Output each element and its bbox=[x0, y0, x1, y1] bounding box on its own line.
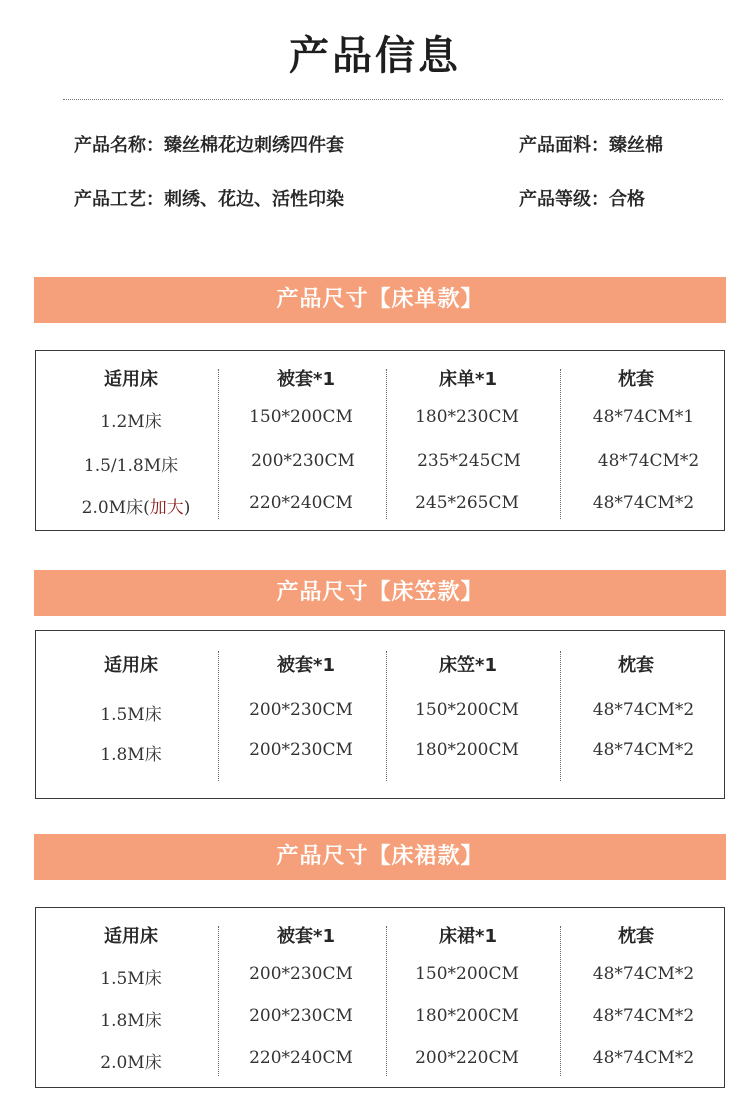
product-name: 产品名称：臻丝棉花边刺绣四件套 bbox=[74, 135, 344, 156]
cell-bed: 1.2M床 bbox=[100, 412, 162, 432]
cell-pillowcase: 48*74CM*2 bbox=[592, 964, 695, 984]
header-bed: 适用床 bbox=[104, 369, 158, 390]
header-fitted: 床笠*1 bbox=[439, 655, 497, 676]
header-pillowcase: 枕套 bbox=[618, 369, 654, 390]
header-pillowcase: 枕套 bbox=[618, 655, 654, 676]
product-fabric: 产品面料：臻丝棉 bbox=[519, 135, 663, 156]
column-divider bbox=[560, 369, 561, 519]
cell-bed: 2.0M床 bbox=[100, 1053, 162, 1073]
cell-bed: 1.5/1.8M床 bbox=[83, 456, 179, 476]
cell-skirt: 180*200CM bbox=[415, 1006, 519, 1026]
section-banner-fitted: 产品尺寸【床笠款】 bbox=[34, 570, 726, 616]
cell-fitted: 180*200CM bbox=[415, 740, 519, 760]
header-bed: 适用床 bbox=[104, 926, 158, 947]
column-divider bbox=[560, 651, 561, 781]
cell-duvet: 220*240CM bbox=[249, 493, 353, 513]
cell-bed bbox=[56, 493, 216, 518]
cell-duvet: 220*240CM bbox=[249, 1048, 353, 1068]
cell-duvet: 200*230CM bbox=[249, 740, 353, 760]
cell-pillowcase: 48*74CM*2 bbox=[592, 1006, 695, 1026]
title-divider bbox=[63, 99, 723, 100]
oversize-close: ) bbox=[183, 498, 191, 518]
column-divider bbox=[218, 926, 219, 1076]
cell-duvet: 150*200CM bbox=[249, 407, 353, 427]
column-divider bbox=[560, 926, 561, 1076]
cell-pillowcase: 48*74CM*2 bbox=[597, 451, 700, 471]
product-grade: 产品等级：合格 bbox=[519, 189, 645, 210]
size-table-fitted bbox=[35, 630, 725, 799]
header-duvet: 被套*1 bbox=[277, 655, 335, 676]
cell-pillowcase: 48*74CM*2 bbox=[592, 493, 695, 513]
cell-bed: 1.8M床 bbox=[100, 745, 162, 765]
cell-pillowcase: 48*74CM*2 bbox=[592, 700, 695, 720]
cell-bed: 1.8M床 bbox=[100, 1011, 162, 1031]
oversize-note: 加大 bbox=[149, 498, 184, 518]
size-table-skirt bbox=[35, 907, 725, 1088]
column-divider bbox=[386, 926, 387, 1076]
header-duvet: 被套*1 bbox=[277, 926, 335, 947]
size-table-sheet bbox=[35, 350, 725, 531]
column-divider bbox=[218, 651, 219, 781]
cell-fitted: 150*200CM bbox=[415, 700, 519, 720]
header-duvet: 被套*1 bbox=[277, 369, 335, 390]
cell-duvet: 200*230CM bbox=[249, 1006, 353, 1026]
cell-duvet: 200*230CM bbox=[249, 964, 353, 984]
header-bed: 适用床 bbox=[104, 655, 158, 676]
column-divider bbox=[218, 369, 219, 519]
cell-bed: 1.5M床 bbox=[100, 969, 162, 989]
section-banner-skirt: 产品尺寸【床裙款】 bbox=[34, 834, 726, 880]
header-pillowcase: 枕套 bbox=[618, 926, 654, 947]
cell-duvet: 200*230CM bbox=[249, 700, 353, 720]
header-sheet: 床单*1 bbox=[439, 369, 497, 390]
cell-pillowcase: 48*74CM*1 bbox=[592, 407, 695, 427]
cell-sheet: 245*265CM bbox=[415, 493, 519, 513]
column-divider bbox=[386, 369, 387, 519]
header-skirt: 床裙*1 bbox=[439, 926, 497, 947]
cell-sheet: 235*245CM bbox=[417, 451, 521, 471]
cell-skirt: 150*200CM bbox=[415, 964, 519, 984]
cell-bed-size: 2.0M床 bbox=[81, 498, 144, 518]
cell-pillowcase: 48*74CM*2 bbox=[592, 1048, 695, 1068]
column-divider bbox=[386, 651, 387, 781]
page-title: 产品信息 bbox=[289, 33, 461, 79]
section-banner-sheet: 产品尺寸【床单款】 bbox=[34, 277, 726, 323]
cell-pillowcase: 48*74CM*2 bbox=[592, 740, 695, 760]
cell-skirt: 200*220CM bbox=[415, 1048, 519, 1068]
cell-duvet: 200*230CM bbox=[251, 451, 355, 471]
cell-sheet: 180*230CM bbox=[415, 407, 519, 427]
oversize-open: ( bbox=[143, 498, 150, 518]
product-craft: 产品工艺：刺绣、花边、活性印染 bbox=[74, 189, 344, 210]
cell-bed: 1.5M床 bbox=[100, 705, 162, 725]
